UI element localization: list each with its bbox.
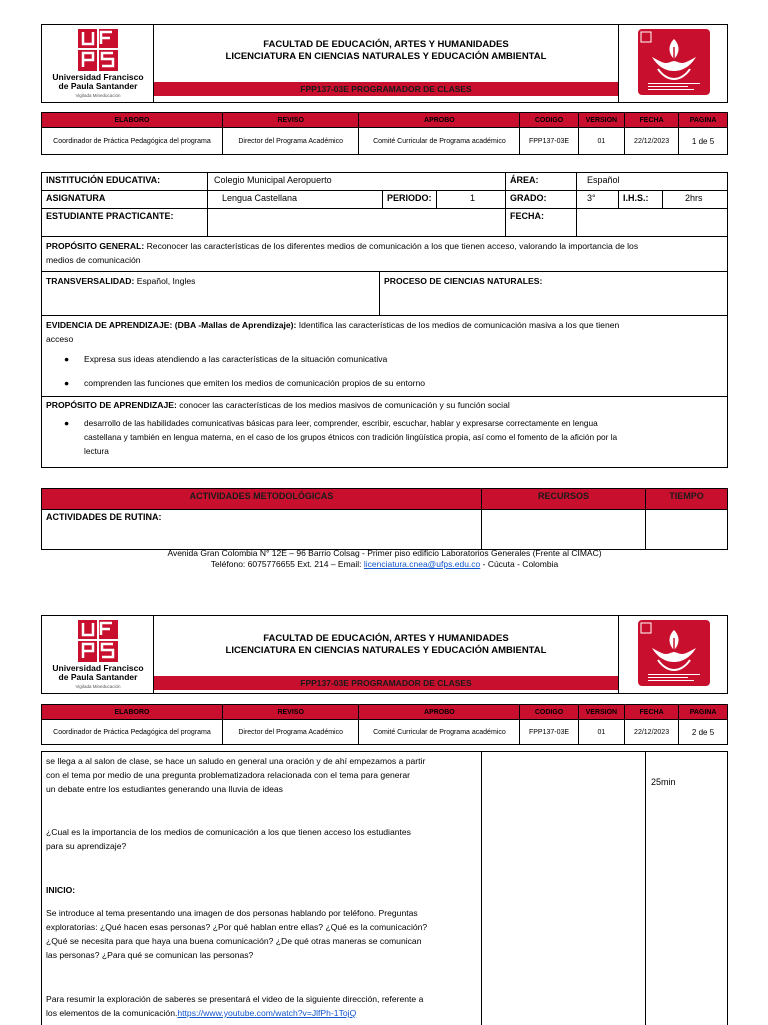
evidencia-bullet-2-text: comprenden las funciones que emiten los medios de comunicación propios de su entorno	[84, 378, 426, 388]
routine-line-2: con el tema por medio de una pregunta problematizadora relacionada con el tema para generar	[46, 770, 411, 780]
meta-value-row	[42, 128, 728, 155]
ihs-label: I.H.S.:	[618, 190, 663, 209]
evidencia-aprendizaje	[41, 315, 728, 397]
inicio-line-2: exploratorias: ¿Qué hacen esas personas? ¿Por qué hablan entre ellas? ¿Qué es la comunicación?	[46, 922, 428, 932]
evidencia-text2: acceso	[46, 334, 74, 344]
ihs-value: 2hrs	[662, 190, 728, 209]
meta-h-pagina: PAGINA	[679, 113, 728, 128]
recursos-col-header: RECURSOS	[481, 488, 646, 510]
info-grid	[41, 172, 728, 468]
faculty-title: FACULTAD DE EDUCACIÓN, ARTES Y HUMANIDADES	[263, 633, 509, 644]
university-name	[44, 73, 152, 91]
grado-value: 3°	[576, 190, 619, 209]
pa-bullet-line-3: lectura	[84, 446, 109, 456]
proposito-general-label: PROPÓSITO GENERAL:	[46, 241, 145, 251]
evidencia-text1: Identifica las características de los medios de comunicación masiva a los que tienen	[296, 320, 620, 330]
proposito-aprendizaje-label: PROPÓSITO DE APRENDIZAJE:	[46, 400, 177, 410]
inicio-line-1: Se introduce al tema presentando una imagen de dos personas hablando por teléfono. Preguntas	[46, 908, 418, 918]
footer	[41, 548, 728, 570]
activities-table-2	[41, 751, 728, 1024]
inicio-line-3: ¿Qué se necesita para que haya una buena comunicación? ¿De qué otras maneras se comunican	[46, 936, 422, 946]
transversalidad	[41, 271, 380, 316]
hands-plant-logo-icon	[638, 620, 710, 686]
university-line2: de Paula Santander	[58, 81, 138, 91]
video-line-2	[46, 1006, 478, 1020]
routine-line-3: un debate entre los estudiantes generando una lluvia de ideas	[46, 784, 283, 794]
meta-h-fecha: FECHA	[625, 705, 679, 720]
meta-v-elaboro: Coordinador de Práctica Pedagógica del programa	[42, 720, 223, 745]
proceso-ciencias: PROCESO DE CIENCIAS NATURALES:	[379, 271, 728, 316]
activities-col-header: ACTIVIDADES METODOLÓGICAS	[41, 488, 482, 510]
meta-v-fecha: 22/12/2023	[625, 720, 679, 745]
inicio-line-4: las personas? ¿Para qué se comunican las personas?	[46, 950, 254, 960]
meta-header-row	[42, 113, 728, 128]
fecha-label: FECHA:	[505, 208, 577, 237]
video-paragraph	[46, 992, 478, 1020]
problem-question	[46, 825, 478, 853]
routine-paragraph	[46, 754, 478, 796]
activities-table-1	[41, 488, 728, 550]
program-title: LICENCIATURA EN CIENCIAS NATURALES Y EDUCACIÓN AMBIENTAL	[225, 645, 547, 656]
video-line-1: Para resumir la exploración de saberes se presentará el video de la siguiente dirección, referente a	[46, 994, 424, 1004]
proposito-general-text2: medios de comunicación	[46, 255, 141, 265]
university-name	[44, 664, 152, 682]
footer-address: Avenida Gran Colombia N° 12E – 96 Barrio Colsag - Primer piso edificio Laboratorios Generales (Frente al CIMAC)	[167, 548, 602, 558]
youtube-video-link[interactable]: https://www.youtube.com/watch?v=JlfPh-1TojQ	[177, 1008, 357, 1018]
meta-h-version: VERSION	[578, 113, 624, 128]
meta-h-reviso: REVISO	[222, 705, 359, 720]
meta-h-aprobo: APROBO	[359, 113, 520, 128]
meta-v-fecha: 22/12/2023	[625, 128, 679, 155]
tagline: Vigilada Mineducación	[75, 93, 121, 98]
meta-h-elaboro: ELABORO	[42, 113, 223, 128]
meta-h-version: VERSION	[578, 705, 624, 720]
meta-h-codigo: CODIGO	[520, 705, 578, 720]
estudiante-value	[207, 208, 506, 237]
footer-phone: Teléfono: 6075776655 Ext. 214 – Email:	[210, 559, 364, 569]
proposito-aprendizaje-bullet	[64, 416, 714, 458]
meta-v-codigo: FPP137-03E	[520, 720, 578, 745]
pa-bullet-line-1: desarrollo de las habilidades comunicativas básicas para leer, comprender, escribir, escuchar, hablar y expresarse correctamente en lengua	[84, 418, 598, 428]
meta-v-pagina: 2 de 5	[679, 720, 728, 745]
header-box-2	[41, 615, 728, 694]
tagline: Vigilada Mineducación	[75, 684, 121, 689]
meta-v-reviso: Director del Programa Académico	[222, 720, 359, 745]
question-line-1: ¿Cual es la importancia de los medios de comunicación a los que tienen acceso los estudiantes	[46, 827, 411, 837]
tiempo-col	[645, 752, 728, 1025]
hands-plant-logo-icon	[638, 29, 710, 95]
form-title: FPP137-03E PROGRAMADOR DE CLASES	[300, 84, 472, 94]
transversalidad-label: TRANSVERSALIDAD:	[46, 276, 135, 286]
area-label: ÁREA:	[505, 172, 577, 191]
meta-v-version: 01	[578, 128, 624, 155]
ufps-logo	[42, 25, 154, 102]
form-title-bar	[154, 82, 618, 96]
proposito-general	[41, 236, 728, 272]
header-box-1	[41, 24, 728, 103]
evidencia-label: EVIDENCIA DE APRENDIZAJE: (DBA -Mallas de Aprendizaje):	[46, 320, 297, 330]
meta-table-1	[41, 112, 728, 155]
meta-h-fecha: FECHA	[625, 113, 679, 128]
university-line2: de Paula Santander	[58, 672, 138, 682]
footer-contact	[41, 559, 728, 570]
transversalidad-value: Español, Ingles	[134, 276, 196, 286]
video-line-2-text: los elementos de la comunicación.	[46, 1008, 178, 1018]
institucion-value: Colegio Municipal Aeropuerto	[207, 172, 506, 191]
meta-v-codigo: FPP137-03E	[520, 128, 578, 155]
meta-v-aprobo: Comité Curricular de Programa académico	[359, 128, 520, 155]
ufps-logo	[42, 616, 154, 693]
meta-table-2	[41, 704, 728, 745]
meta-h-aprobo: APROBO	[359, 705, 520, 720]
footer-email-link[interactable]: licenciatura.cnea@ufps.edu.co	[363, 559, 481, 569]
inicio-paragraph	[46, 906, 478, 962]
question-line-2: para su aprendizaje?	[46, 841, 127, 851]
bullet-dot-icon: ●	[64, 418, 70, 428]
inicio-label: INICIO:	[46, 885, 76, 895]
bullet-dot-icon: ●	[64, 378, 70, 388]
estudiante-label: ESTUDIANTE PRACTICANTE:	[41, 208, 208, 237]
fecha-value	[576, 208, 728, 237]
time-value: 25min	[651, 777, 676, 787]
rutina-tiempo	[645, 509, 728, 550]
ufps-logo-icon	[78, 29, 118, 71]
ufps-logo-icon	[78, 620, 118, 662]
evidencia-bullet-2	[64, 376, 704, 390]
meta-h-elaboro: ELABORO	[42, 705, 223, 720]
institucion-label: INSTITUCIÓN EDUCATIVA:	[41, 172, 208, 191]
meta-h-codigo: CODIGO	[520, 113, 578, 128]
meta-value-row	[42, 720, 728, 745]
program-logo	[618, 25, 728, 102]
tiempo-col-header: TIEMPO	[645, 488, 728, 510]
recursos-col	[481, 752, 646, 1025]
evidencia-bullet-1-text: Expresa sus ideas atendiendo a las características de la situación comunicativa	[84, 354, 388, 364]
header-titles	[154, 633, 618, 657]
form-title-bar	[154, 676, 618, 690]
meta-v-aprobo: Comité Curricular de Programa académico	[359, 720, 520, 745]
periodo-label: PERIODO:	[382, 190, 437, 209]
meta-v-pagina: 1 de 5	[679, 128, 728, 155]
pa-bullet-line-2: castellana y también en lengua materna, en el caso de los grupos étnicos con tradición lingüística propia, así como el fomento de la afición por la	[84, 432, 618, 442]
proposito-general-text1: Reconocer las características de los diferentes medios de comunicación a los que tienen acceso, valorando la importancia de los	[144, 241, 639, 251]
footer-city: - Cúcuta - Colombia	[480, 559, 559, 569]
asignatura-value: Lengua Castellana	[207, 190, 383, 209]
university-line1: Universidad Francisco	[52, 72, 144, 82]
meta-v-reviso: Director del Programa Académico	[222, 128, 359, 155]
rutina-label: ACTIVIDADES DE RUTINA:	[41, 509, 482, 550]
grado-label: GRADO:	[505, 190, 577, 209]
bullet-dot-icon: ●	[64, 354, 70, 364]
proposito-aprendizaje	[41, 396, 728, 468]
program-logo	[618, 616, 728, 693]
header-titles	[154, 39, 618, 63]
university-line1: Universidad Francisco	[52, 663, 144, 673]
periodo-value: 1	[436, 190, 506, 209]
rutina-recursos	[481, 509, 646, 550]
meta-h-reviso: REVISO	[222, 113, 359, 128]
meta-v-elaboro: Coordinador de Práctica Pedagógica del programa	[42, 128, 223, 155]
program-title: LICENCIATURA EN CIENCIAS NATURALES Y EDUCACIÓN AMBIENTAL	[225, 51, 547, 62]
meta-h-pagina: PAGINA	[679, 705, 728, 720]
proposito-aprendizaje-text: conocer las características de los medios masivos de comunicación y su función social	[176, 400, 510, 410]
routine-line-1: se llega a al salon de clase, se hace un saludo en general una oración y de ahí empezamos a partir	[46, 756, 426, 766]
meta-header-row	[42, 705, 728, 720]
meta-v-version: 01	[578, 720, 624, 745]
form-title: FPP137-03E PROGRAMADOR DE CLASES	[300, 678, 472, 688]
faculty-title: FACULTAD DE EDUCACIÓN, ARTES Y HUMANIDADES	[263, 39, 509, 50]
asignatura-label: ASIGNATURA	[41, 190, 208, 209]
evidencia-bullet-1	[64, 352, 704, 366]
area-value: Español	[576, 172, 728, 191]
